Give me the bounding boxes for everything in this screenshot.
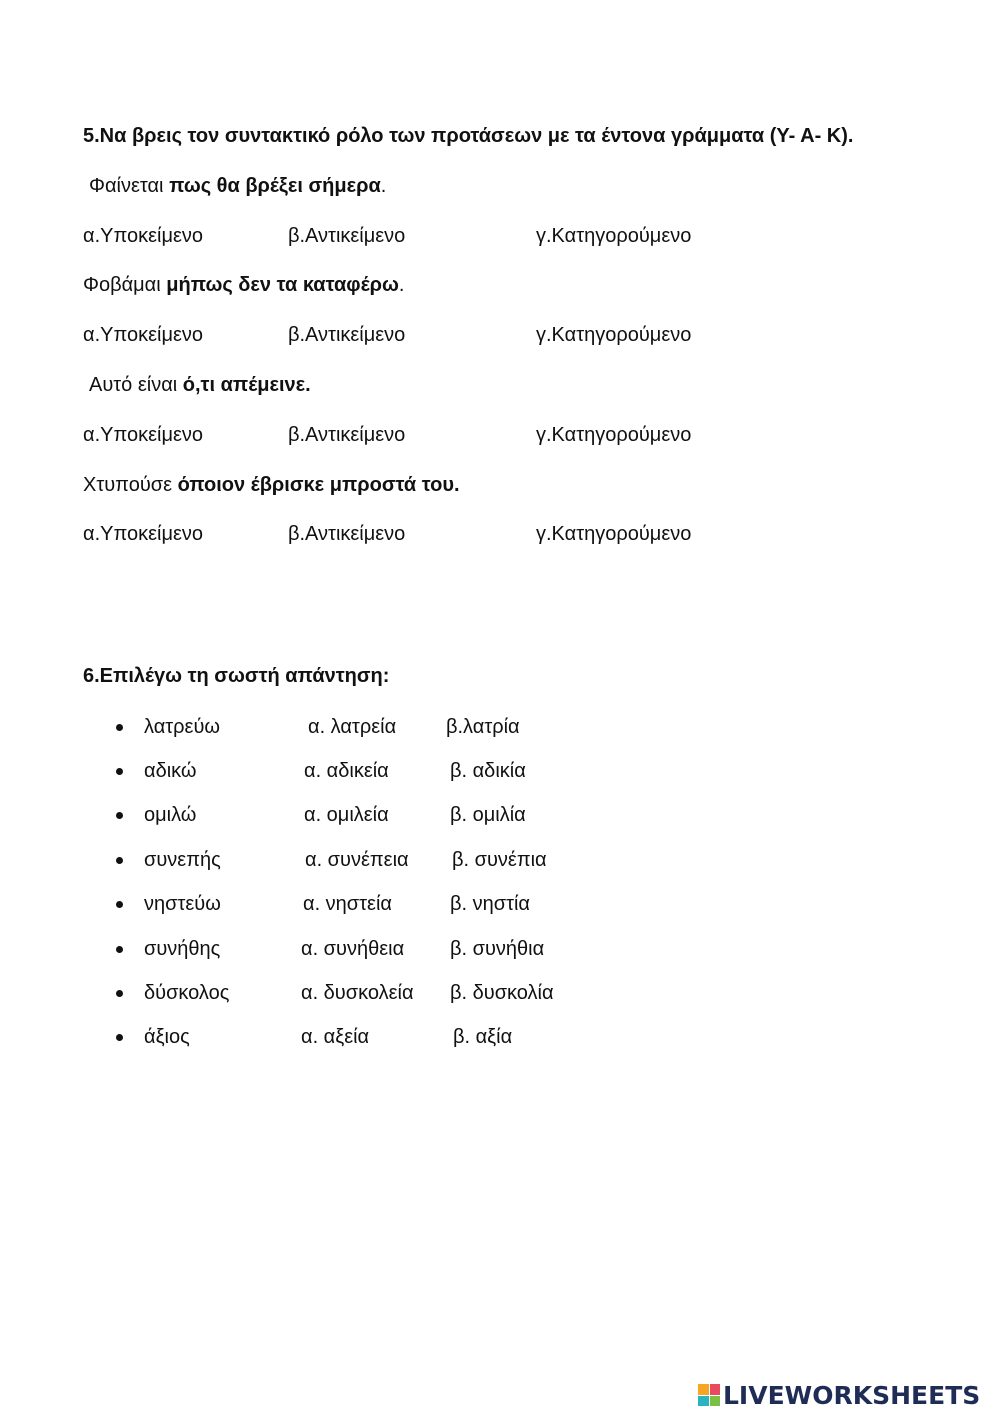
choice-5b[interactable]: β. νηστία	[450, 893, 530, 915]
liveworksheets-logo-icon	[698, 1384, 720, 1406]
option-4a[interactable]: α.Υποκείμενο	[83, 523, 204, 545]
word-6: συνήθης	[144, 938, 221, 960]
choice-5a[interactable]: α. νηστεία	[303, 893, 392, 915]
sentence-1-suffix: .	[380, 175, 387, 197]
word-1: λατρεύω	[144, 716, 221, 738]
option-3b[interactable]: β.Αντικείμενο	[288, 424, 406, 446]
option-3a[interactable]: α.Υποκείμενο	[83, 424, 204, 446]
choice-4b[interactable]: β. συνέπια	[452, 849, 547, 871]
choice-6a[interactable]: α. συνήθεια	[301, 938, 405, 960]
choice-2a[interactable]: α. αδικεία	[304, 760, 389, 782]
option-4b[interactable]: β.Αντικείμενο	[288, 523, 406, 545]
sentence-1	[89, 176, 386, 196]
sentence-2-prefix: Φοβάμαι	[83, 274, 167, 296]
bullet-icon	[116, 946, 123, 953]
choice-1a[interactable]: α. λατρεία	[308, 716, 397, 738]
choice-1b[interactable]: β.λατρία	[446, 716, 520, 738]
choice-6b[interactable]: β. συνήθια	[450, 938, 545, 960]
bullet-icon	[116, 857, 123, 864]
word-2: αδικώ	[144, 760, 197, 782]
sentence-3	[89, 375, 311, 395]
word-4: συνεπής	[144, 849, 221, 871]
sentence-4-prefix: Χτυπούσε	[83, 474, 178, 496]
sentence-2-suffix: .	[398, 274, 405, 296]
bullet-icon	[116, 768, 123, 775]
choice-7a[interactable]: α. δυσκολεία	[301, 982, 414, 1004]
bullet-icon	[116, 724, 123, 731]
bullet-icon	[116, 812, 123, 819]
sentence-1-bold: πως θα βρέξει σήμερα	[169, 175, 381, 197]
word-7: δύσκολος	[144, 982, 230, 1004]
sentence-2-bold: μήπως δεν τα καταφέρω	[166, 274, 399, 296]
section-6-title: 6.Επιλέγω τη σωστή απάντηση:	[83, 665, 390, 687]
option-2b[interactable]: β.Αντικείμενο	[288, 324, 406, 346]
choice-3b[interactable]: β. ομιλία	[450, 804, 526, 826]
bullet-icon	[116, 901, 123, 908]
bullet-icon	[116, 990, 123, 997]
sentence-1-prefix: Φαίνεται	[89, 175, 170, 197]
word-5: νηστεύω	[144, 893, 221, 915]
choice-7b[interactable]: β. δυσκολία	[450, 982, 554, 1004]
bullet-icon	[116, 1034, 123, 1041]
sentence-4	[83, 475, 460, 495]
sentence-3-prefix: Αυτό είναι	[89, 374, 183, 396]
choice-3a[interactable]: α. ομιλεία	[304, 804, 389, 826]
liveworksheets-logo	[698, 1380, 980, 1410]
sentence-2	[83, 275, 404, 295]
choice-8b[interactable]: β. αξία	[453, 1026, 513, 1048]
sentence-4-bold: όποιον έβρισκε μπροστά του.	[177, 474, 460, 496]
option-1c[interactable]: γ.Κατηγορούμενο	[536, 225, 692, 247]
choice-2b[interactable]: β. αδικία	[450, 760, 526, 782]
section-5-title: 5.Να βρεις τον συντακτικό ρόλο των προτάσεων με τα έντονα γράμματα (Υ- Α- Κ).	[83, 125, 854, 147]
option-4c[interactable]: γ.Κατηγορούμενο	[536, 523, 692, 545]
liveworksheets-logo-text: LIVEWORKSHEETS	[723, 1380, 981, 1410]
option-1a[interactable]: α.Υποκείμενο	[83, 225, 204, 247]
option-2a[interactable]: α.Υποκείμενο	[83, 324, 204, 346]
choice-4a[interactable]: α. συνέπεια	[305, 849, 409, 871]
choice-8a[interactable]: α. αξεία	[301, 1026, 370, 1048]
option-3c[interactable]: γ.Κατηγορούμενο	[536, 424, 692, 446]
word-3: ομιλώ	[144, 804, 197, 826]
sentence-3-bold: ό,τι απέμεινε.	[182, 374, 311, 396]
option-1b[interactable]: β.Αντικείμενο	[288, 225, 406, 247]
option-2c[interactable]: γ.Κατηγορούμενο	[536, 324, 692, 346]
word-8: άξιος	[144, 1026, 190, 1048]
